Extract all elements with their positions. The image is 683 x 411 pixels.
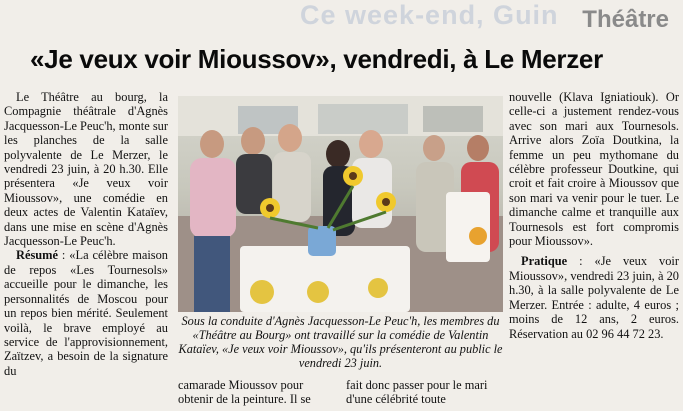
cast-photo-illustration <box>178 96 503 312</box>
article-column-1 <box>4 90 168 378</box>
column-2-right-text: fait donc passer pour le mari d'une célébrité toute <box>346 378 488 407</box>
summary-text: : «La célèbre maison de repos «Les Tournesols» accueille pour le dimanche, les personnalités de Moscou pour un repos bien mérité. Seulement voilà, le brave employé au service de l'approvisionnement, Zaïtzev, a besoin de la signature du <box>4 248 168 378</box>
article-headline: «Je veux voir Mioussov», vendredi, à Le Merzer <box>30 44 603 74</box>
continued-paragraph: nouvelle (Klava Igniatiouk). Or celle-ci a justement rendez-vous avec son mari aux Tournesols. Arrive alors Zoïa Doutkina, la femme un peu mythomane du célèbre professeur Doutkine, qui croit et fait croire à Mioussov que son mari va venir pour le tuer. Le dimanche calme et tranquille aux Tournesols est fort compromis pour Mioussov». <box>509 90 679 249</box>
summary-lead: Résumé <box>16 248 58 263</box>
photo-caption: Sous la conduite d'Agnès Jacquesson-Le Peuc'h, les membres du «Théâtre au Bourg» ont travaillé sur la comédie de Valentin Kataïev, «Je veux voir Mioussov», qu'ils présenteront au public le vendredi 23 juin. <box>178 314 503 370</box>
practical-lead: Pratique <box>521 254 568 269</box>
column-2-left-text: camarade Mioussov pour obtenir de la peinture. Il se <box>178 378 311 407</box>
cast-photo <box>178 96 503 312</box>
article-column-3 <box>509 90 679 341</box>
summary-paragraph <box>4 248 168 378</box>
intro-paragraph: Le Théâtre au bourg, la Compagnie théâtrale d'Agnès Jacquesson-Le Peuc'h, monte sur les planches de la salle polyvalente de Le Merzer, le vendredi 23 juin, à 20 h.30. Elle présentera «Je veux voir Mioussov», une comédie en deux actes de Valentin Kataïev, dans une mise en scène d'Agnès Jacquesson-Le Peuc'h. <box>4 90 168 249</box>
section-label: Théâtre <box>582 6 669 33</box>
practical-text: : «Je veux voir Mioussov», vendredi 23 juin, à 20 h.30, à la salle polyvalente de Le Merzer. Entrée : adulte, 4 euros ; moins de 12 ans, 2 euros. Réservation au 02 96 44 72 23. <box>509 254 679 341</box>
practical-paragraph <box>509 254 679 340</box>
previous-headline-fragment: Ce week-end, Guin <box>300 0 559 30</box>
